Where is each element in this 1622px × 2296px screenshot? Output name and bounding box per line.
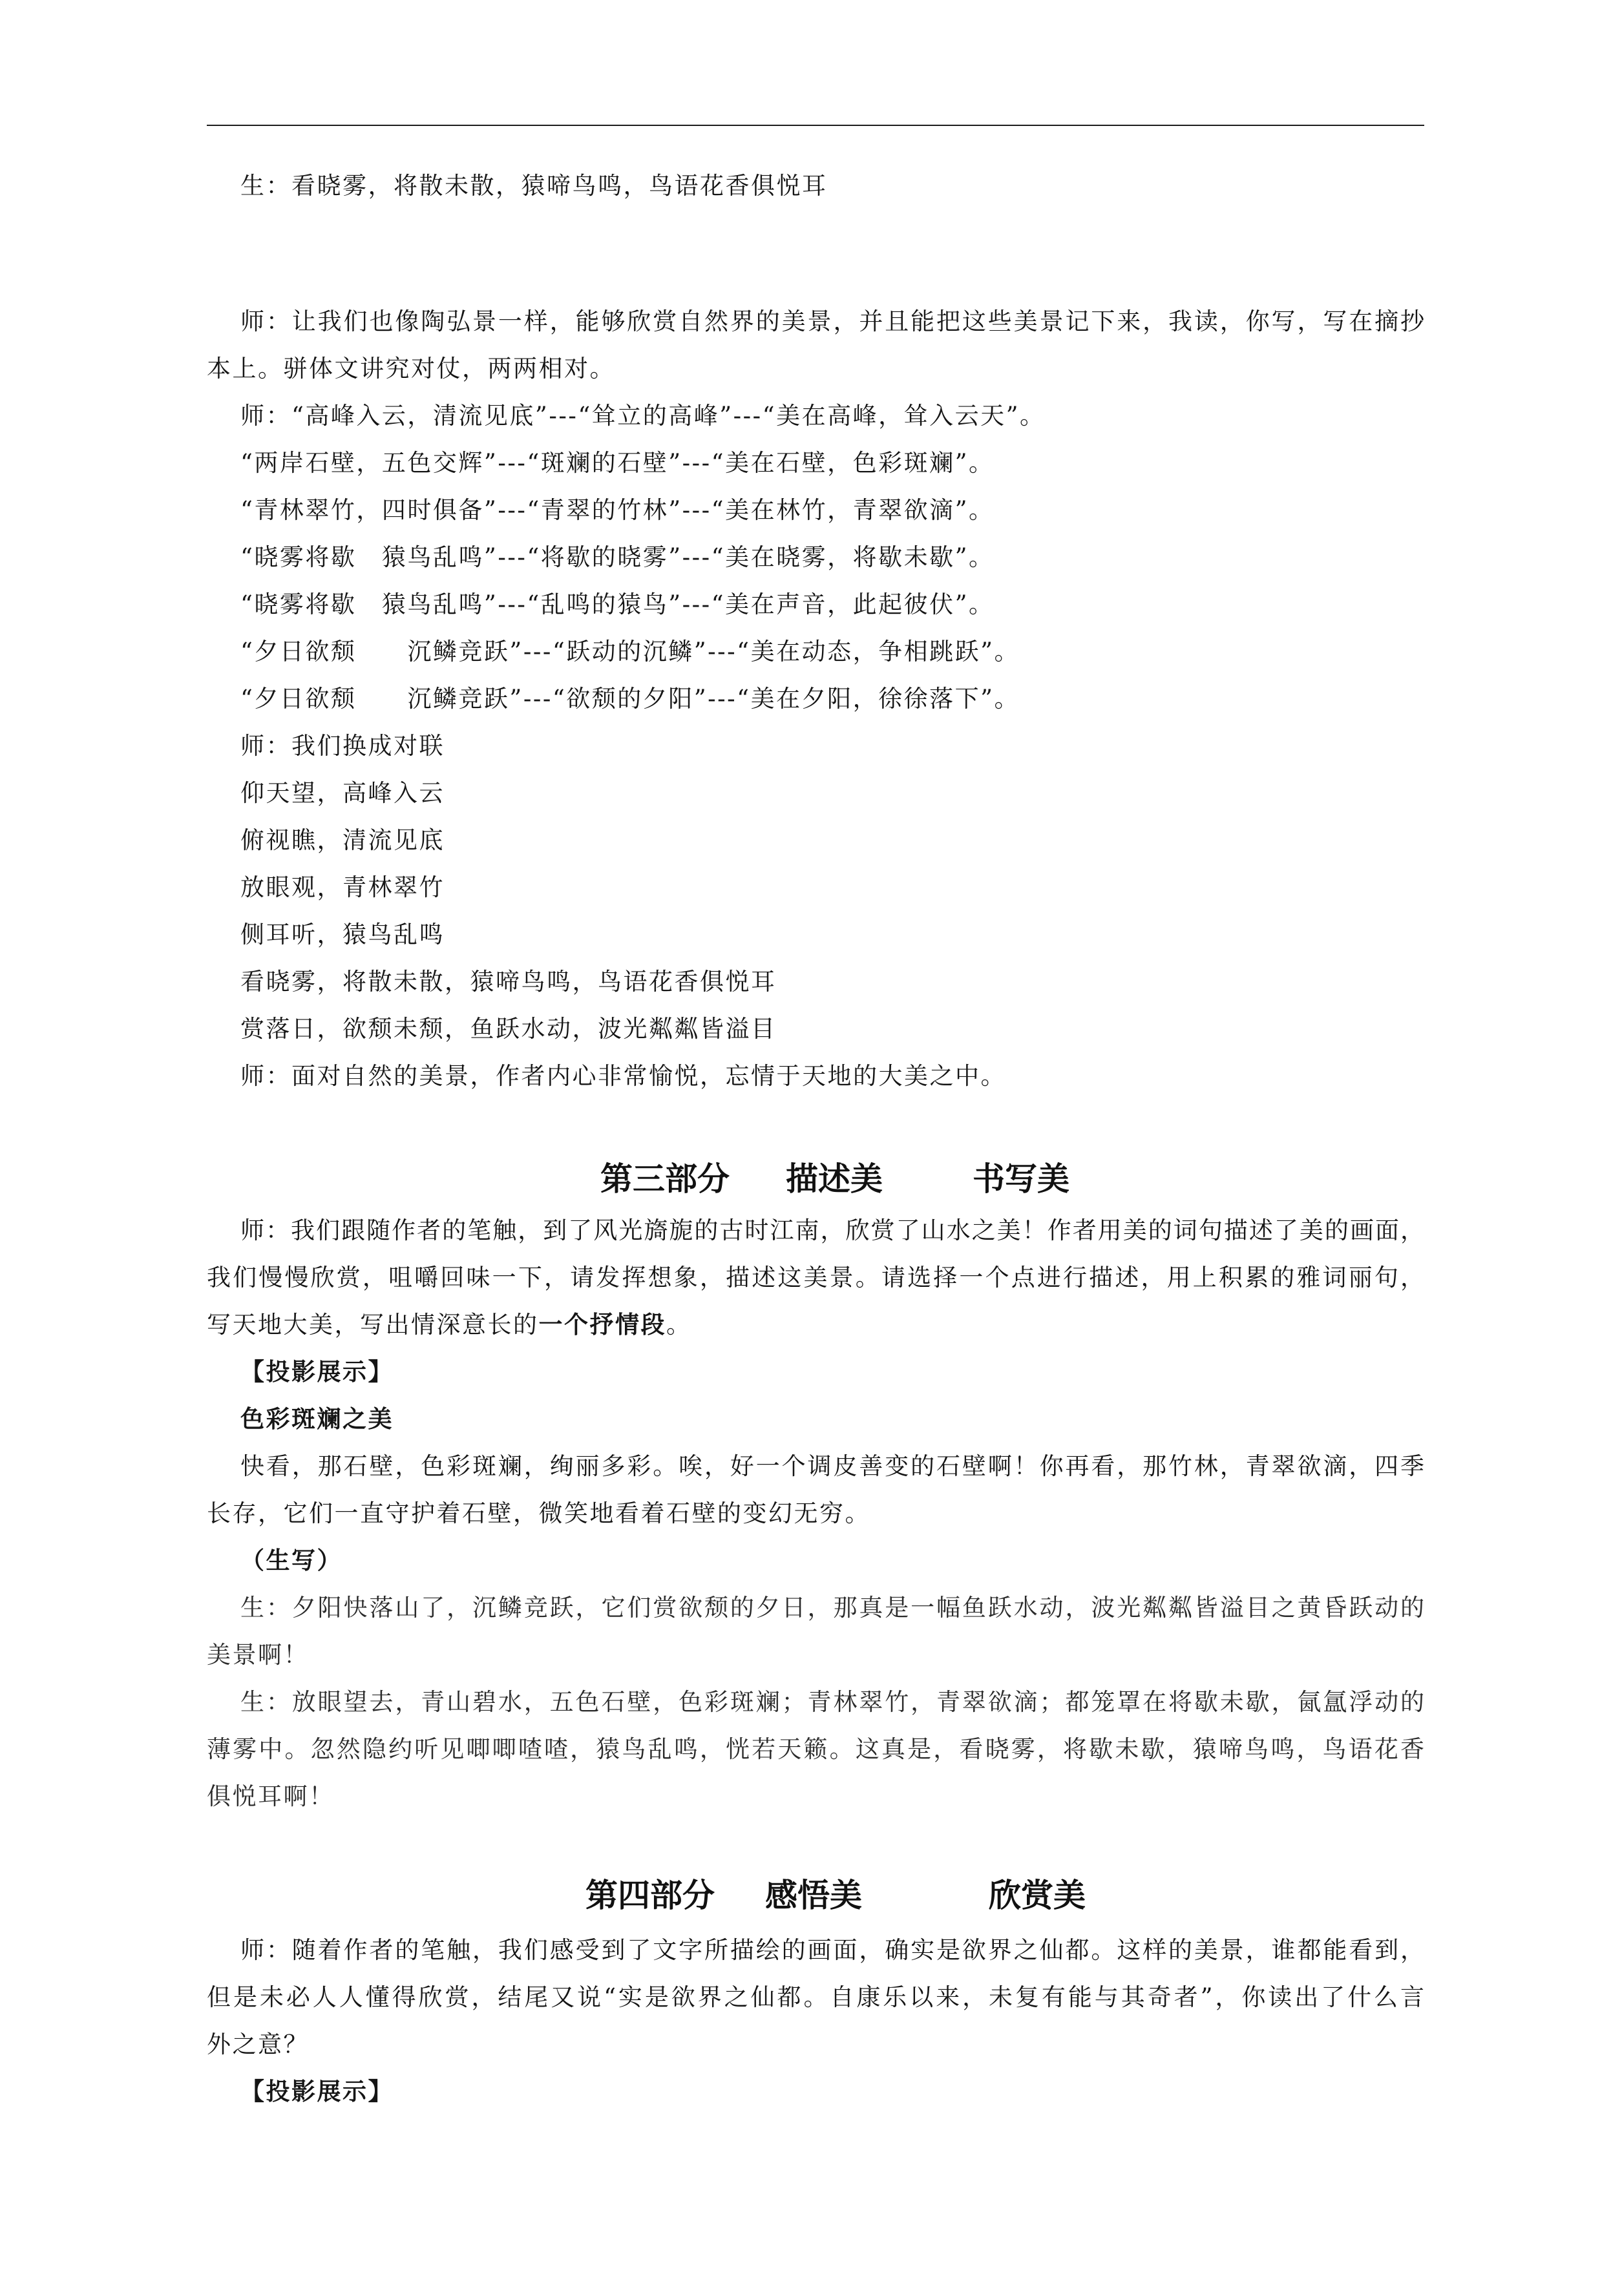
- text-run: 。: [666, 1311, 692, 1339]
- student-text-line: 生：夕阳快落山了，沉鳞竞跃，它们赏欲颓的夕日，那真是一幅鱼跃水动，波光粼粼皆溢目之黄昏跃动的: [240, 1594, 1424, 1622]
- text-line: “夕日欲颓 沉鳞竞跃”---“欲颓的夕阳”---“美在夕阳，徐徐落下”。: [240, 685, 1020, 713]
- text-run: 写天地大美，写出情深意长的: [207, 1311, 539, 1339]
- heading-topic: 感悟美: [765, 1876, 862, 1914]
- text-line: 赏落日，欲颓未颓，鱼跃水动，波光粼粼皆溢目: [240, 1015, 777, 1043]
- text-line: 师：让我们也像陶弘景一样，能够欣赏自然界的美景，并且能把这些美景记下来，我读，你写，写在摘抄: [240, 308, 1424, 335]
- heading-part-label: 第四部分: [585, 1876, 715, 1914]
- text-line: 外之意？: [207, 2030, 309, 2058]
- emphasis-text: 一个抒情段: [538, 1310, 666, 1339]
- subheading: 色彩斑斓之美: [240, 1404, 394, 1433]
- heading-topic: 欣赏美: [989, 1876, 1086, 1914]
- section-heading-part3: [600, 1151, 1069, 1202]
- text-line: 看晓雾，将散未散，猿啼鸟鸣，鸟语花香俱悦耳: [240, 968, 777, 996]
- text-line: “夕日欲颓 沉鳞竞跃”---“跃动的沉鳞”---“美在动态，争相跳跃”。: [240, 638, 1020, 665]
- text-line: 我们慢慢欣赏，咀嚼回味一下，请发挥想象，描述这美景。请选择一个点进行描述，用上积累的雅词丽句，: [207, 1264, 1424, 1291]
- heading-topic: 书写美: [973, 1160, 1069, 1198]
- text-line: “两岸石壁，五色交辉”---“斑斓的石壁”---“美在石壁，色彩斑斓”。: [240, 449, 995, 477]
- intro-block: [207, 162, 1424, 209]
- text-line: 师：随着作者的笔触，我们感受到了文字所描绘的画面，确实是欲界之仙都。这样的美景，谁都能看到，: [240, 1936, 1424, 1964]
- student-text-line: 薄雾中。忽然隐约听见唧唧喳喳，猿鸟乱鸣，恍若天籁。这真是，看晓雾，将歇未歇，猿啼鸟鸣，鸟语花香: [207, 1735, 1424, 1763]
- text-line: 但是未必人人懂得欣赏，结尾又说“实是欲界之仙都。自康乐以来，未复有能与其奇者”，你读出了什么言: [207, 1983, 1424, 2011]
- text-line: 本上。骈体文讲究对仗，两两相对。: [207, 355, 615, 382]
- text-line: “晓雾将歇 猿鸟乱鸣”---“乱鸣的猿鸟”---“美在声音，此起彼伏”。: [240, 590, 995, 618]
- text-line: 师：“高峰入云，清流见底”---“耸立的高峰”---“美在高峰，耸入云天”。: [240, 402, 1046, 430]
- text-line: 俯视瞧，清流见底: [240, 826, 445, 854]
- student-writing-label: （生写）: [240, 1546, 342, 1574]
- text-line: 生：看晓雾，将散未散，猿啼鸟鸣，鸟语花香俱悦耳: [240, 172, 828, 200]
- projection-label: 【投影展示】: [240, 2077, 394, 2105]
- text-line: 仰天望，高峰入云: [240, 779, 445, 807]
- text-line: 侧耳听，猿鸟乱鸣: [240, 921, 445, 948]
- section-1: [207, 298, 1424, 1100]
- text-line: “晓雾将歇 猿鸟乱鸣”---“将歇的晓雾”---“美在晓雾，将歇未歇”。: [240, 543, 995, 571]
- heading-part-label: 第三部分: [600, 1160, 730, 1198]
- section-3: [207, 1207, 1424, 1820]
- heading-topic: 描述美: [786, 1160, 883, 1198]
- text-line: 长存，它们一直守护着石壁，微笑地看着石壁的变幻无穷。: [207, 1499, 870, 1527]
- text-line: “青林翠竹，四时俱备”---“青翠的竹林”---“美在林竹，青翠欲滴”。: [240, 496, 995, 524]
- section-heading-part4: [585, 1867, 1086, 1919]
- projection-label: 【投影展示】: [240, 1357, 394, 1386]
- text-line: 师：我们换成对联: [240, 732, 445, 760]
- student-text-line: 俱悦耳啊！: [207, 1782, 335, 1810]
- header-rule: [207, 125, 1424, 126]
- text-line: [207, 1301, 1424, 1348]
- text-line: 师：我们跟随作者的笔触，到了风光旖旎的古时江南，欣赏了山水之美！作者用美的词句描述了美的画面，: [240, 1216, 1424, 1244]
- student-text-line: 美景啊！: [207, 1641, 309, 1669]
- student-text-line: 生：放眼望去，青山碧水，五色石壁，色彩斑斓；青林翠竹，青翠欲滴；都笼罩在将歇未歇，氤氲浮动的: [240, 1688, 1424, 1716]
- text-line: 快看，那石壁，色彩斑斓，绚丽多彩。唉，好一个调皮善变的石壁啊！你再看，那竹林，青翠欲滴，四季: [240, 1452, 1424, 1480]
- text-line: 放眼观，青林翠竹: [240, 873, 445, 901]
- text-line: 师：面对自然的美景，作者内心非常愉悦，忘情于天地的大美之中。: [240, 1062, 1006, 1090]
- section-4: [207, 1926, 1424, 2115]
